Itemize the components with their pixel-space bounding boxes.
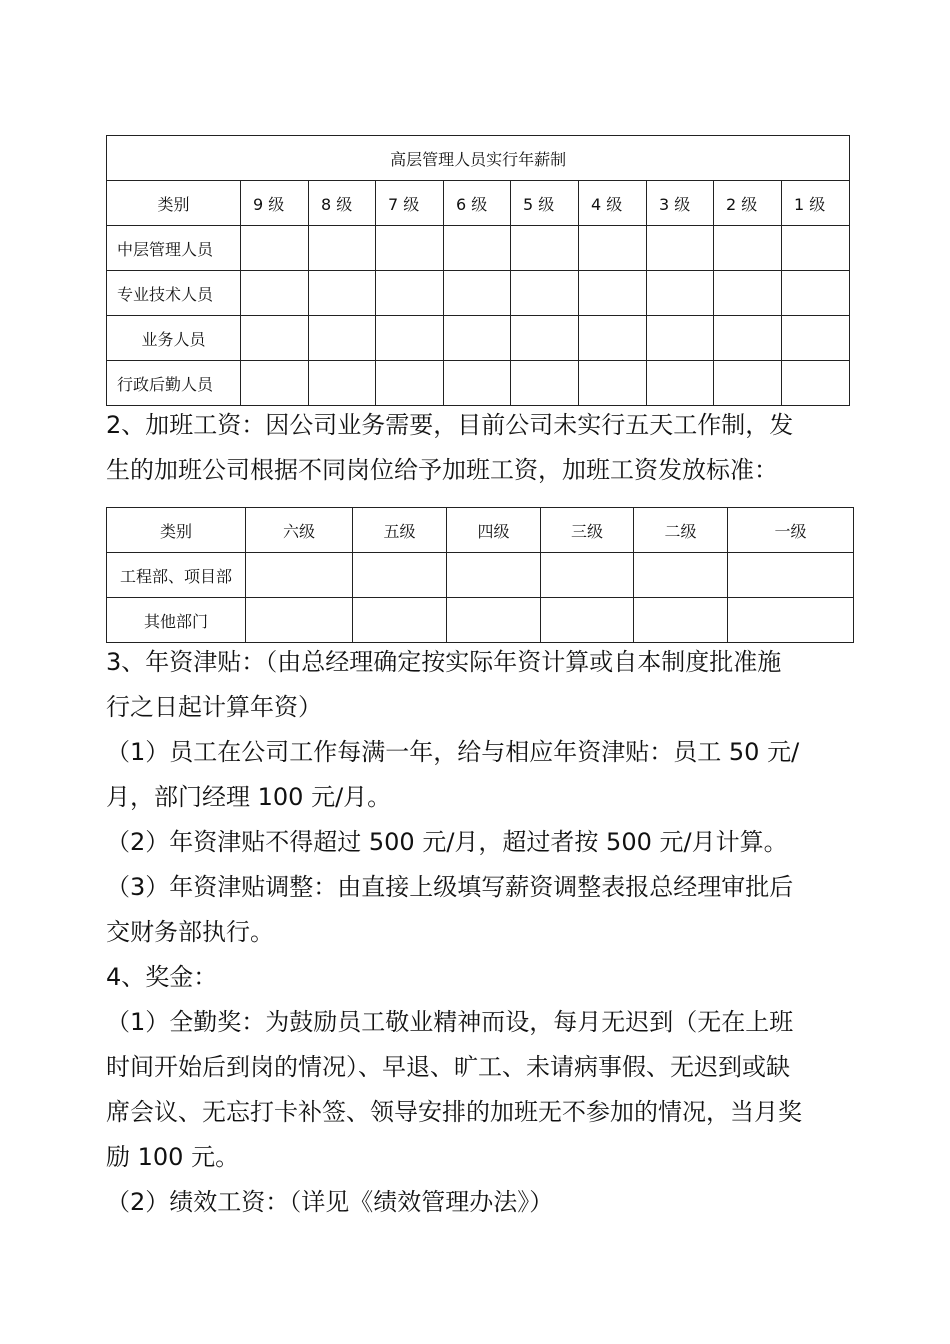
header-level: 三级	[541, 508, 634, 553]
section-3-item-2: （2）年资津贴不得超过 500 元/月，超过者按 500 元/月计算。	[106, 828, 788, 856]
section-4-item-1-line-1: （1）全勤奖：为鼓励员工敬业精神而设，每月无迟到（无在上班	[106, 1008, 794, 1036]
section-2-line-1: 2、加班工资：因公司业务需要，目前公司未实行五天工作制，发	[106, 411, 794, 439]
row-category: 业务人员	[107, 316, 241, 361]
table-title: 高层管理人员实行年薪制	[107, 136, 850, 181]
table-row	[107, 226, 850, 271]
section-3-item-3-line-1: （3）年资津贴调整：由直接上级填写薪资调整表报总经理审批后	[106, 873, 794, 901]
header-level: 四级	[447, 508, 541, 553]
table-row	[107, 271, 850, 316]
header-level: 2 级	[714, 181, 782, 226]
header-level: 3 级	[647, 181, 714, 226]
overtime-pay-table	[106, 507, 854, 643]
section-3-line-1: 3、年资津贴：（由总经理确定按实际年资计算或自本制度批准施	[106, 648, 782, 676]
header-category: 类别	[107, 181, 241, 226]
header-level: 一级	[728, 508, 854, 553]
row-category: 行政后勤人员	[107, 361, 241, 406]
header-level: 五级	[353, 508, 447, 553]
section-4-heading: 4、奖金：	[106, 963, 218, 991]
section-3-line-2: 行之日起计算年资）	[106, 693, 322, 721]
table-header-row	[107, 508, 854, 553]
header-level: 二级	[634, 508, 728, 553]
table-row	[107, 316, 850, 361]
table-row	[107, 553, 854, 598]
header-level: 9 级	[241, 181, 309, 226]
header-level: 6 级	[444, 181, 511, 226]
section-4-item-2: （2）绩效工资：（详见《绩效管理办法》）	[106, 1188, 554, 1216]
header-level: 六级	[246, 508, 353, 553]
header-category: 类别	[107, 508, 246, 553]
row-category: 工程部、项目部	[107, 553, 246, 598]
section-4-item-1-line-3: 席会议、无忘打卡补签、领导安排的加班无不参加的情况，当月奖	[106, 1098, 802, 1126]
table-row	[107, 598, 854, 643]
table-row	[107, 361, 850, 406]
header-level: 8 级	[309, 181, 376, 226]
row-category: 中层管理人员	[107, 226, 241, 271]
section-3-item-1-line-1: （1）员工在公司工作每满一年，给与相应年资津贴：员工 50 元/	[106, 738, 800, 766]
section-4-item-1-line-2: 时间开始后到岗的情况）、早退、旷工、未请病事假、无迟到或缺	[106, 1053, 790, 1081]
row-category: 其他部门	[107, 598, 246, 643]
row-category: 专业技术人员	[107, 271, 241, 316]
header-level: 5 级	[511, 181, 579, 226]
section-3-item-1-line-2: 月，部门经理 100 元/月。	[106, 783, 392, 811]
table-header-row	[107, 181, 850, 226]
section-4-item-1-line-4: 励 100 元。	[106, 1143, 240, 1171]
header-level: 1 级	[782, 181, 850, 226]
salary-grade-table	[106, 135, 850, 406]
section-2-line-2: 生的加班公司根据不同岗位给予加班工资，加班工资发放标准：	[106, 456, 778, 484]
section-3-item-3-line-2: 交财务部执行。	[106, 918, 274, 946]
header-level: 4 级	[579, 181, 647, 226]
header-level: 7 级	[376, 181, 444, 226]
